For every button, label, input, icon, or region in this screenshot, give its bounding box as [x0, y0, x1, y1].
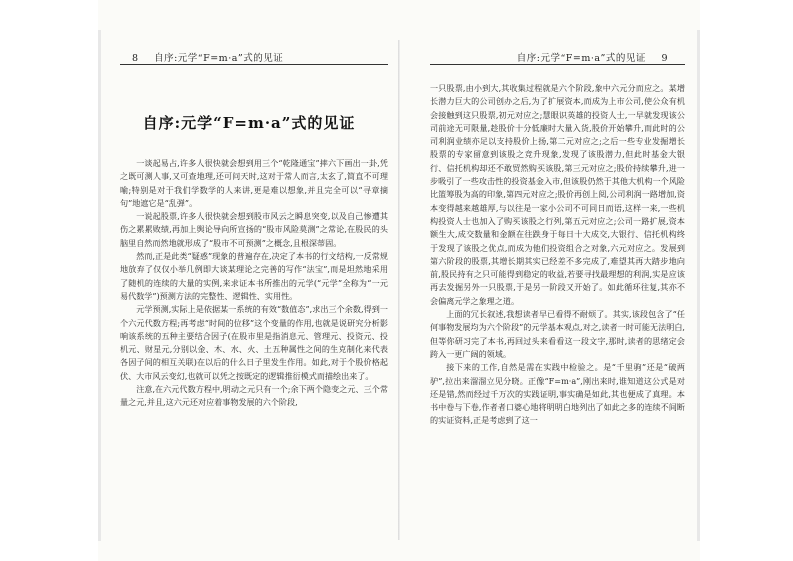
- left-running-header: [120, 50, 283, 64]
- right-running-title: 自序:元学“F=m·a”式的见证: [516, 53, 646, 64]
- page-edge: [98, 30, 101, 541]
- header-rule: [430, 64, 685, 65]
- paragraph: 一谈起易占,许多人很快就会想到用三个“乾隆通宝”摔六下画出一卦,凭之既可测人事,又可查地理,还可问天时,这对于常人而言,太玄了,简直不可理喻;特别是对于我们学数学的人来讲,更是难以想象,并且完全可以“寻章摘句”地遮它是“乱弹”。: [120, 158, 388, 208]
- left-page-number: 8: [132, 53, 139, 64]
- paragraph: 一说起股票,许多人很快就会想到股市风云之瞬息突变,以及自己惨遭其伤之累累败绩,再加上舆论导向所宣扬的“股市风险莫测”之常论,在股民的头脑里自然而然地就形成了“股市不可预测”之概念,且根深蒂固。: [120, 211, 388, 248]
- right-body-text: [430, 82, 685, 428]
- right-running-header: [517, 50, 680, 64]
- right-page: [400, 0, 700, 561]
- page-edge: [697, 30, 700, 541]
- paragraph: 然而,正是此类“疑惑”现象的普遍存在,决定了本书的行文结构,一反常规地放弃了仅仅小举几例即大谈某理论之完善的写作“法宝”,而是坦然地采用了随机的连续的大量的实例,来求证本书所推出的元学(“元学”全称为“一元易代数学”)预测方法的完整性、逻辑性、实用性。: [120, 251, 388, 301]
- paragraph: 接下来的工作,自然是需在实践中检验之。是“千里驹”还是“破两驴”,拉出来溜溜立见分晓。正像“F=m·a”,刚出来时,谁知道这公式是对还是错,然而经过千万次的实践证明,事实确是如此,其也便成了真理。本书中卷与下卷,作者者口婆心地将明明白地列出了如此之多的连续不间断的实证资料,正是考虑到了这一: [430, 362, 685, 426]
- paragraph: 上面的冗长叙述,我想读者早已看得不耐烦了。其实,该段包含了“任何事物发展均为六个阶段”的元学基本观点,对之,读者一时可能无法明白,但等你研习完了本书,再回过头来看看这一段文字,那时,读者的思绪定会跨入一更广阔的领域。: [430, 309, 685, 359]
- chapter-title: 自序:元学“F=m·a”式的见证: [142, 114, 356, 132]
- header-rule: [120, 64, 388, 65]
- paragraph: 注意,在六元代数方程中,明动之元只有一个;余下两个隐变之元、三个常量之元,并且,这六元还对应着事物发展的六个阶段,: [120, 384, 388, 408]
- left-body-text: [120, 157, 388, 410]
- left-page: [98, 0, 400, 561]
- left-running-title: 自序:元学“F=m·a”式的见证: [154, 53, 284, 64]
- paragraph: 一只股票,由小到大,其收集过程就是六个阶段,象中六元分而应之。某增长潜力巨大的公司创办之后,为了扩展资本,而成为上市公司,使公众有机会接触到这只股票,初元对应之;慧眼识英雄的投资人士,一早就发现该公司前途无可限量,趁股价十分低廉时大量入货,股价开始攀升,而此时的公司利润业绩亦足以支持股价上扬,第二元对应之;之后一些专业发掘增长股票的专家留意到该股之竞升现象,发现了该股潜力,但此时基金大银行、信托机构却还不敢贸然购买该股,第三元对应之;股价持续攀升,进一步吸引了一些攻击性的投资基金入市,但该股仍然于其他大机构一个风险比篮筹股为高的印象,第四元对应之;股价再创上阅,公司利润一路增加,资本变得越来越雄厚,与以往是一家小公司不可同日而语,这样一来,一些机构投资人士也加入了购买该股之行列,第五元对应之;公司一路扩展,资本额生大,成交数量和金额在往跌身于每日十大成交,大银行、信托机构终于发现了该股之优点,而成为他们投资组合之对象,六元对应之。发展到第六阶段的股票,其增长期其实已经差不多完成了,难望其再大踏步地向前,股民持有之只可能得到稳定的收益,若要寻找最理想的利润,实是应该再去发掘另外一只股票,于是另一阶段又开始了。如此循环往复,其亦不会偏离元学之象理之道。: [430, 83, 685, 306]
- right-page-number: 9: [661, 53, 668, 64]
- paragraph: 元学预测,实际上是依据某一系统的有效“数值态”,求出三个余数,得到一个六元代数方程;再考虑“时间的位移”这个变量的作用,也就是说研究分析影响该系统的五种主要结合因子(在股市里是指消息元、管理元、投资元、投机元、财星元,分别以金、木、水、火、土五种属性之间的生克制化来代表各因子间的相互关联)在以后的什么日子里发生作用。如此,对于个股价格起伏、大市风云变幻,也就可以凭之按既定的逻辑推衍模式而描绘出来了。: [120, 304, 388, 381]
